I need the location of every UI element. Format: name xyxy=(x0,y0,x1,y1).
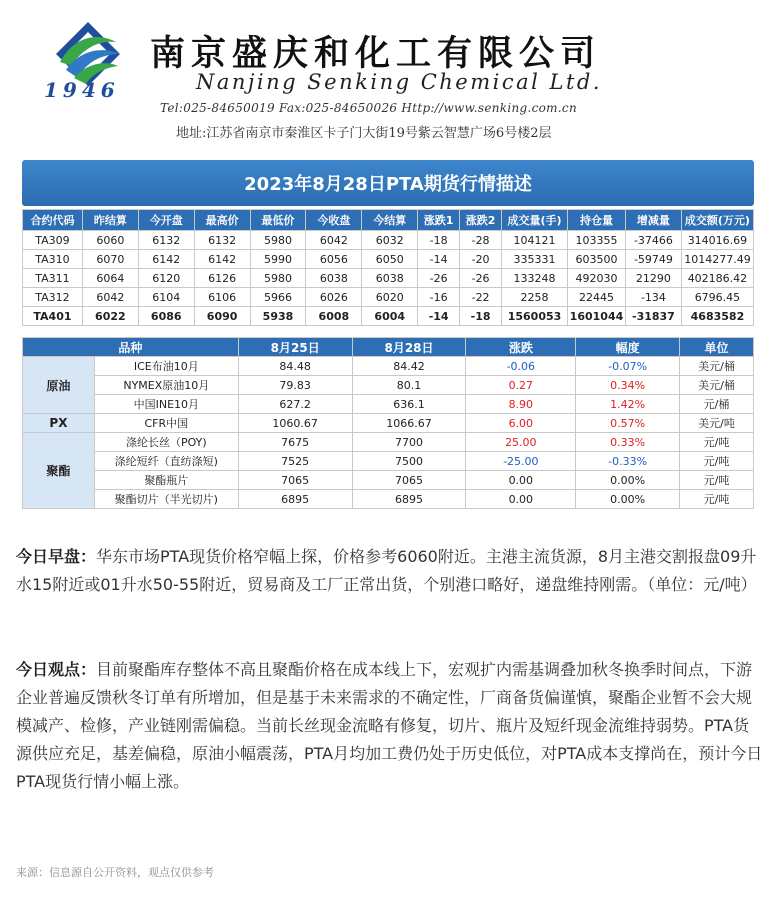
table-cell: -26 xyxy=(418,269,460,288)
column-header: 涨跌1 xyxy=(418,210,460,231)
logo-year: 1946 xyxy=(44,78,120,102)
column-header: 今收盘 xyxy=(306,210,362,231)
table-cell: 603500 xyxy=(567,250,625,269)
table-cell: 5966 xyxy=(250,288,306,307)
table-cell: -31837 xyxy=(625,307,681,326)
table-cell: 6008 xyxy=(306,307,362,326)
table-cell: 6120 xyxy=(138,269,194,288)
pct-cell: 0.57% xyxy=(576,414,680,433)
table-cell: -20 xyxy=(460,250,502,269)
table-cell: -134 xyxy=(625,288,681,307)
column-header: 8月28日 xyxy=(352,338,466,357)
category-cell: PX xyxy=(23,414,95,433)
column-header: 最低价 xyxy=(250,210,306,231)
table-row xyxy=(23,288,754,307)
table-cell: 6090 xyxy=(194,307,250,326)
table-cell: 84.42 xyxy=(352,357,466,376)
view-paragraph xyxy=(16,656,764,796)
table-cell: 1014277.49 xyxy=(681,250,753,269)
source-note: 来源：信息源自公开资料，观点仅供参考 xyxy=(16,866,214,879)
table-cell: 6132 xyxy=(194,231,250,250)
table-cell: 133248 xyxy=(502,269,568,288)
table-cell: 6895 xyxy=(238,490,352,509)
column-header: 幅度 xyxy=(576,338,680,357)
table-cell: 6022 xyxy=(82,307,138,326)
table-cell: 6086 xyxy=(138,307,194,326)
unit-cell: 元/吨 xyxy=(680,433,754,452)
change-cell: -25.00 xyxy=(466,452,576,471)
table-row xyxy=(23,471,754,490)
table-cell: -22 xyxy=(460,288,502,307)
item-name: NYMEX原油10月 xyxy=(94,376,238,395)
table-cell: 6032 xyxy=(362,231,418,250)
column-header: 昨结算 xyxy=(82,210,138,231)
column-header: 涨跌2 xyxy=(460,210,502,231)
column-header: 今开盘 xyxy=(138,210,194,231)
item-name: 涤纶长丝（POY) xyxy=(94,433,238,452)
pct-cell: -0.33% xyxy=(576,452,680,471)
table-cell: -26 xyxy=(460,269,502,288)
market-header-row xyxy=(23,338,754,357)
table-cell: 7675 xyxy=(238,433,352,452)
table-cell: 5990 xyxy=(250,250,306,269)
table-cell: 104121 xyxy=(502,231,568,250)
table-cell: TA311 xyxy=(23,269,83,288)
table-row-total xyxy=(23,307,754,326)
change-cell: -0.06 xyxy=(466,357,576,376)
table-cell: TA312 xyxy=(23,288,83,307)
table-cell: 6050 xyxy=(362,250,418,269)
change-cell: 8.90 xyxy=(466,395,576,414)
table-cell: 1601044 xyxy=(567,307,625,326)
table-cell: 1066.67 xyxy=(352,414,466,433)
category-cell: 聚酯 xyxy=(23,433,95,509)
table-cell: 7500 xyxy=(352,452,466,471)
column-header: 8月25日 xyxy=(238,338,352,357)
column-header: 增减量 xyxy=(625,210,681,231)
letterhead xyxy=(0,0,776,150)
pct-cell: -0.07% xyxy=(576,357,680,376)
table-cell: 103355 xyxy=(567,231,625,250)
table-row xyxy=(23,250,754,269)
column-header: 品种 xyxy=(23,338,239,357)
contact-info: Tel:025-84650019 Fax:025-84650026 Http://www.senking.com.cn xyxy=(160,101,577,115)
table-row xyxy=(23,231,754,250)
table-row xyxy=(23,490,754,509)
table-cell: 6142 xyxy=(138,250,194,269)
table-cell: 5980 xyxy=(250,231,306,250)
table-row xyxy=(23,395,754,414)
table-cell: TA310 xyxy=(23,250,83,269)
change-cell: 0.00 xyxy=(466,490,576,509)
table-cell: 21290 xyxy=(625,269,681,288)
table-cell: 7525 xyxy=(238,452,352,471)
table-cell: 7065 xyxy=(352,471,466,490)
table-cell: 4683582 xyxy=(681,307,753,326)
table-row xyxy=(23,269,754,288)
table-cell: 402186.42 xyxy=(681,269,753,288)
column-header: 成交额(万元) xyxy=(681,210,753,231)
table-cell: 6042 xyxy=(306,231,362,250)
change-cell: 0.00 xyxy=(466,471,576,490)
column-header: 持仓量 xyxy=(567,210,625,231)
column-header: 涨跌 xyxy=(466,338,576,357)
table-cell: 6042 xyxy=(82,288,138,307)
column-header: 合约代码 xyxy=(23,210,83,231)
item-name: 聚酯瓶片 xyxy=(94,471,238,490)
morning-text: 华东市场PTA现货价格窄幅上探，价格参考6060附近。主港主流货源，8月主港交割报盘09升水15附近或01升水50-55附近，贸易商及工厂正常出货，个别港口略好，递盘维持刚需。（单位：元/吨） xyxy=(16,547,757,594)
pct-cell: 0.34% xyxy=(576,376,680,395)
table-row xyxy=(23,414,754,433)
table-cell: 6056 xyxy=(306,250,362,269)
table-cell: -16 xyxy=(418,288,460,307)
table-cell: 1560053 xyxy=(502,307,568,326)
company-name-en: Nanjing Senking Chemical Ltd. xyxy=(196,70,603,94)
column-header: 最高价 xyxy=(194,210,250,231)
table-cell: 627.2 xyxy=(238,395,352,414)
table-cell: 6104 xyxy=(138,288,194,307)
table-row xyxy=(23,376,754,395)
table-cell: 492030 xyxy=(567,269,625,288)
table-cell: 6126 xyxy=(194,269,250,288)
table-cell: 5980 xyxy=(250,269,306,288)
table-cell: 84.48 xyxy=(238,357,352,376)
view-label: 今日观点： xyxy=(16,660,97,679)
table-cell: -37466 xyxy=(625,231,681,250)
table-row xyxy=(23,452,754,471)
market-table xyxy=(22,337,754,509)
pct-cell: 1.42% xyxy=(576,395,680,414)
table-cell: 6070 xyxy=(82,250,138,269)
table-cell: 6064 xyxy=(82,269,138,288)
table-cell: 5938 xyxy=(250,307,306,326)
table-row xyxy=(23,357,754,376)
unit-cell: 元/吨 xyxy=(680,452,754,471)
table-cell: -14 xyxy=(418,307,460,326)
table-cell: 314016.69 xyxy=(681,231,753,250)
table-row xyxy=(23,433,754,452)
unit-cell: 美元/桶 xyxy=(680,376,754,395)
unit-cell: 元/桶 xyxy=(680,395,754,414)
unit-cell: 元/吨 xyxy=(680,490,754,509)
table-cell: 6020 xyxy=(362,288,418,307)
column-header: 单位 xyxy=(680,338,754,357)
table-cell: 79.83 xyxy=(238,376,352,395)
table-cell: 6142 xyxy=(194,250,250,269)
table-cell: -18 xyxy=(460,307,502,326)
pct-cell: 0.00% xyxy=(576,490,680,509)
unit-cell: 元/吨 xyxy=(680,471,754,490)
report-title-text: 2023年8月28日PTA期货行情描述 xyxy=(244,174,532,195)
change-cell: 25.00 xyxy=(466,433,576,452)
pct-cell: 0.00% xyxy=(576,471,680,490)
table-cell: -28 xyxy=(460,231,502,250)
view-text: 目前聚酯库存整体不高且聚酯价格在成本线上下，宏观扩内需基调叠加秋冬换季时间点，下游企业普遍反馈秋冬订单有所增加，但是基于未来需求的不确定性，厂商备货偏谨慎，聚酯企业暂不会大规模减产、检修，产业链刚需偏稳。当前长丝现金流略有修复，切片、瓶片及短纤现金流维持弱势。PTA货源供应充足，基差偏稳，原油小幅震荡，PTA月均加工费仍处于历史低位，对PTA成本支撑尚在，预计今日PTA现货行情小幅上涨。 xyxy=(16,660,763,791)
table-cell: 22445 xyxy=(567,288,625,307)
futures-header-row xyxy=(23,210,754,231)
table-cell: 1060.67 xyxy=(238,414,352,433)
table-cell: -18 xyxy=(418,231,460,250)
table-cell: TA401 xyxy=(23,307,83,326)
item-name: ICE布油10月 xyxy=(94,357,238,376)
morning-label: 今日早盘： xyxy=(16,547,97,566)
table-cell: 80.1 xyxy=(352,376,466,395)
change-cell: 6.00 xyxy=(466,414,576,433)
address: 地址:江苏省南京市秦淮区卡子门大街19号紫云智慧广场6号楼2层 xyxy=(176,126,552,141)
pct-cell: 0.33% xyxy=(576,433,680,452)
table-cell: TA309 xyxy=(23,231,83,250)
item-name: 中国INE10月 xyxy=(94,395,238,414)
table-cell: 2258 xyxy=(502,288,568,307)
table-cell: -59749 xyxy=(625,250,681,269)
table-cell: 6038 xyxy=(306,269,362,288)
change-cell: 0.27 xyxy=(466,376,576,395)
table-cell: 6004 xyxy=(362,307,418,326)
table-cell: 335331 xyxy=(502,250,568,269)
category-cell: 原油 xyxy=(23,357,95,414)
item-name: CFR中国 xyxy=(94,414,238,433)
table-cell: 6026 xyxy=(306,288,362,307)
unit-cell: 美元/桶 xyxy=(680,357,754,376)
table-cell: 6038 xyxy=(362,269,418,288)
table-cell: 6895 xyxy=(352,490,466,509)
item-name: 聚酯切片（半光切片) xyxy=(94,490,238,509)
table-cell: 6132 xyxy=(138,231,194,250)
futures-table xyxy=(22,209,754,326)
table-cell: 7700 xyxy=(352,433,466,452)
table-cell: 636.1 xyxy=(352,395,466,414)
table-cell: 6106 xyxy=(194,288,250,307)
morning-paragraph xyxy=(16,543,764,599)
column-header: 成交量(手) xyxy=(502,210,568,231)
unit-cell: 美元/吨 xyxy=(680,414,754,433)
table-cell: 7065 xyxy=(238,471,352,490)
company-name-cn: 南京盛庆和化工有限公司 xyxy=(150,33,602,74)
table-cell: 6796.45 xyxy=(681,288,753,307)
report-title xyxy=(22,160,754,206)
table-cell: 6060 xyxy=(82,231,138,250)
column-header: 今结算 xyxy=(362,210,418,231)
item-name: 涤纶短纤（直纺涤短) xyxy=(94,452,238,471)
table-cell: -14 xyxy=(418,250,460,269)
